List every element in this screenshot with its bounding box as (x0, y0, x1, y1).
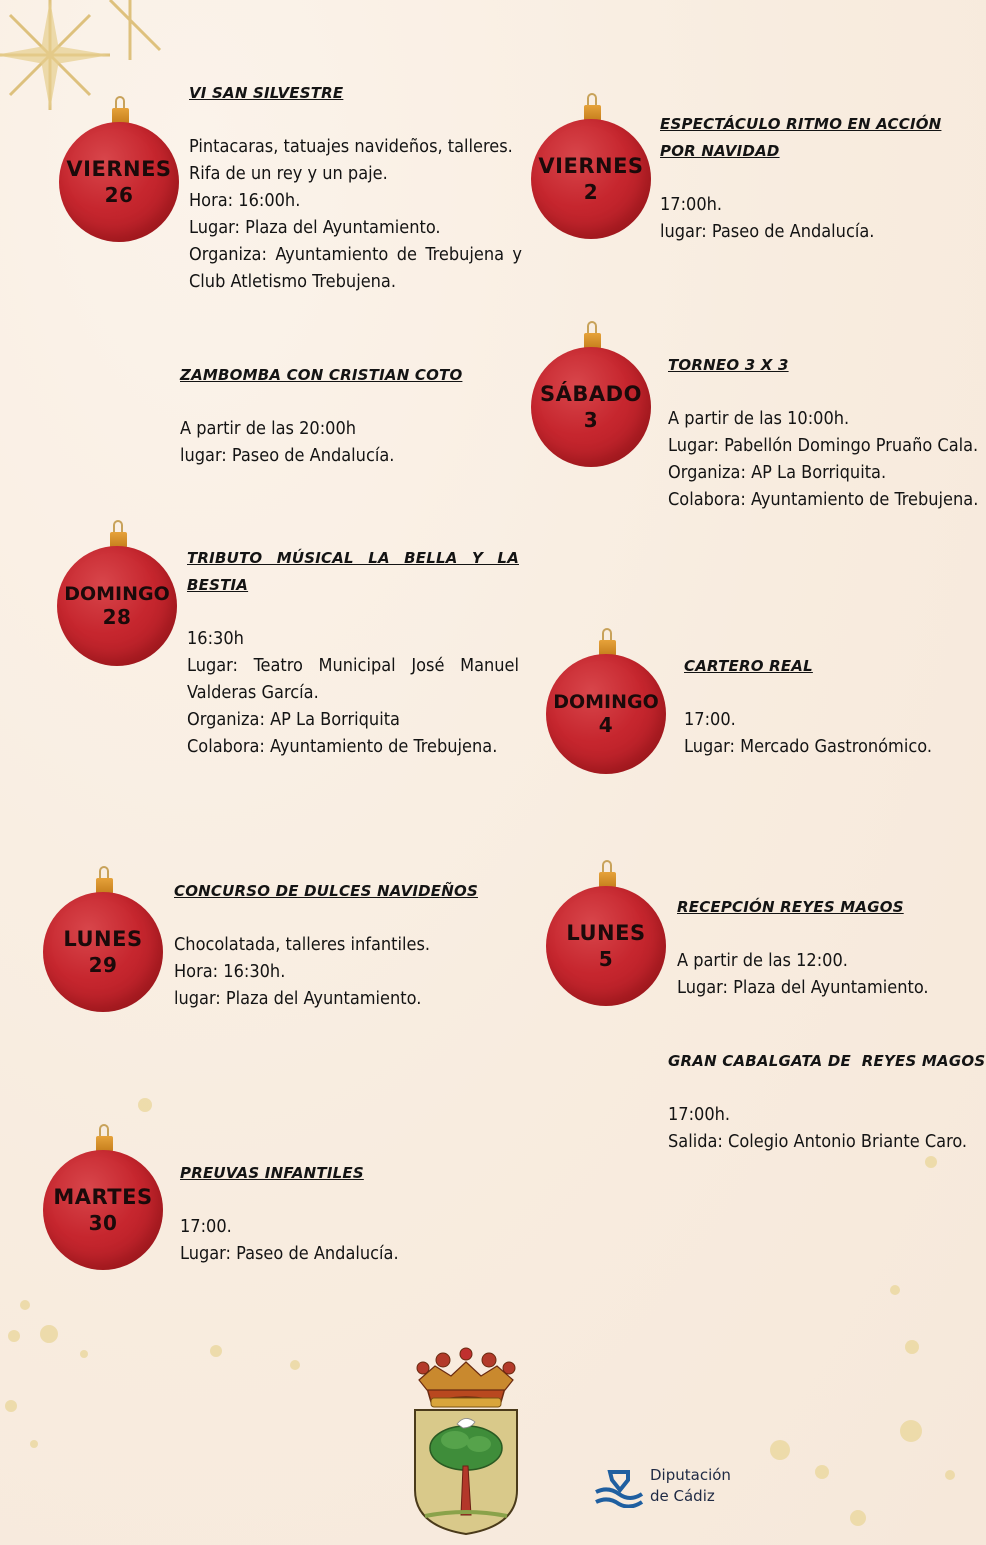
ornament-number: 5 (598, 946, 614, 971)
event-line: lugar: Paseo de Andalucía. (180, 445, 395, 466)
event-line: Hora: 16:30h. (174, 961, 286, 982)
ornament-day: LUNES (63, 927, 143, 952)
sparkle (8, 1330, 20, 1342)
event-line: Organiza: AP La Borriquita (187, 709, 400, 730)
event-line: Lugar: Paseo de Andalucía. (180, 1243, 399, 1264)
sparkle (290, 1360, 300, 1370)
event-line: 17:00. (180, 1216, 232, 1237)
event-title: CONCURSO DE DULCES NAVIDEÑOS (174, 882, 478, 900)
event-line: 17:00h. (668, 1104, 731, 1125)
sparkle (945, 1470, 955, 1480)
sparkle (815, 1465, 829, 1479)
event-line: 16:30h (187, 628, 244, 649)
event-line: Lugar: Plaza del Ayuntamiento. (677, 977, 929, 998)
event-line: lugar: Paseo de Andalucía. (660, 221, 875, 242)
ornament-day: SÁBADO (540, 382, 642, 407)
ornament-day: LUNES (566, 921, 646, 946)
event-line: Rifa de un rey y un paje. (189, 163, 388, 184)
event-san-silvestre (189, 80, 522, 295)
event-line: Lugar: Teatro Municipal José Manuel Valderas García. (187, 655, 519, 703)
sparkle (138, 1098, 152, 1112)
ornament-viernes-2 (531, 93, 655, 243)
event-line: A partir de las 10:00h. (668, 408, 850, 429)
event-line: 17:00. (684, 709, 736, 730)
event-title: ESPECTÁCULO RITMO EN ACCIÓN POR NAVIDAD (660, 115, 942, 160)
event-line: Lugar: Mercado Gastronómico. (684, 736, 932, 757)
ornament-sabado-3 (531, 321, 655, 471)
ornament-number: 3 (583, 407, 599, 432)
event-dulces (174, 878, 494, 1012)
event-zambomba (180, 362, 480, 469)
event-line: Hora: 16:00h. (189, 190, 301, 211)
sparkle (210, 1345, 222, 1357)
ornament-lunes-5 (546, 860, 670, 1010)
event-line: Salida: Colegio Antonio Briante Caro. (668, 1131, 968, 1152)
ornament-martes-30 (43, 1124, 167, 1274)
event-line: Organiza: Ayuntamiento de Trebujena y Club Atletismo Trebujena. (189, 244, 522, 292)
event-line: Chocolatada, talleres infantiles. (174, 934, 431, 955)
event-title: CARTERO REAL (684, 657, 813, 675)
event-reyes-magos (677, 894, 957, 1001)
coat-of-arms-logo (405, 1340, 527, 1536)
sparkle (80, 1350, 88, 1358)
sparkle (900, 1420, 922, 1442)
event-line: Lugar: Plaza del Ayuntamiento. (189, 217, 441, 238)
event-line: Colabora: Ayuntamiento de Trebujena. (668, 489, 979, 510)
ornament-domingo-28 (57, 520, 181, 670)
diputacion-logo (594, 1466, 744, 1510)
event-line: 17:00h. (660, 194, 723, 215)
event-preuvas (180, 1160, 480, 1267)
event-line: Colabora: Ayuntamiento de Trebujena. (187, 736, 498, 757)
event-line: lugar: Plaza del Ayuntamiento. (174, 988, 422, 1009)
ornament-viernes-26 (59, 96, 183, 246)
event-cartero-real (684, 653, 964, 760)
ornament-day: DOMINGO (553, 690, 659, 713)
event-line: Organiza: AP La Borriquita. (668, 462, 887, 483)
sparkle (40, 1325, 58, 1343)
event-title: GRAN CABALGATA DE REYES MAGOS (668, 1052, 986, 1070)
sparkle (905, 1340, 919, 1354)
sparkle (20, 1300, 30, 1310)
event-line: Pintacaras, tatuajes navideños, talleres. (189, 136, 513, 157)
event-title: VI SAN SILVESTRE (189, 84, 344, 102)
event-title: PREUVAS INFANTILES (180, 1164, 364, 1182)
diputacion-line-1: Diputación (650, 1466, 731, 1484)
ornament-domingo-4 (546, 628, 670, 778)
ornament-number: 28 (102, 605, 132, 630)
diputacion-emblem-icon (594, 1468, 644, 1508)
diputacion-line-2: de Cádiz (650, 1487, 715, 1505)
sparkle (5, 1400, 17, 1412)
ornament-day: VIERNES (538, 154, 644, 179)
sparkle (925, 1156, 937, 1168)
event-cabalgata (668, 1048, 986, 1155)
ornament-lunes-29 (43, 866, 167, 1016)
event-title: RECEPCIÓN REYES MAGOS (677, 898, 904, 916)
event-torneo (668, 352, 978, 513)
ornament-number: 29 (88, 952, 118, 977)
ornament-number: 30 (88, 1210, 118, 1235)
ornament-day: DOMINGO (64, 582, 170, 605)
event-line: Lugar: Pabellón Domingo Pruaño Cala. (668, 435, 979, 456)
event-title: TRIBUTO MÚSICAL LA BELLA Y LA BESTIA (187, 549, 519, 594)
event-line: A partir de las 20:00h (180, 418, 357, 439)
event-line: A partir de las 12:00. (677, 950, 848, 971)
event-title: TORNEO 3 X 3 (668, 356, 789, 374)
sparkle (850, 1510, 866, 1526)
sparkle (30, 1440, 38, 1448)
event-ritmo-en-accion (660, 111, 945, 245)
ornament-day: MARTES (53, 1185, 153, 1210)
event-tributo (187, 545, 519, 760)
ornament-number: 26 (104, 182, 134, 207)
ornament-number: 4 (598, 713, 614, 738)
event-title: ZAMBOMBA CON CRISTIAN COTO (180, 366, 463, 384)
ornament-day: VIERNES (66, 157, 172, 182)
sparkle (890, 1285, 900, 1295)
ornament-number: 2 (583, 179, 599, 204)
sparkle (770, 1440, 790, 1460)
